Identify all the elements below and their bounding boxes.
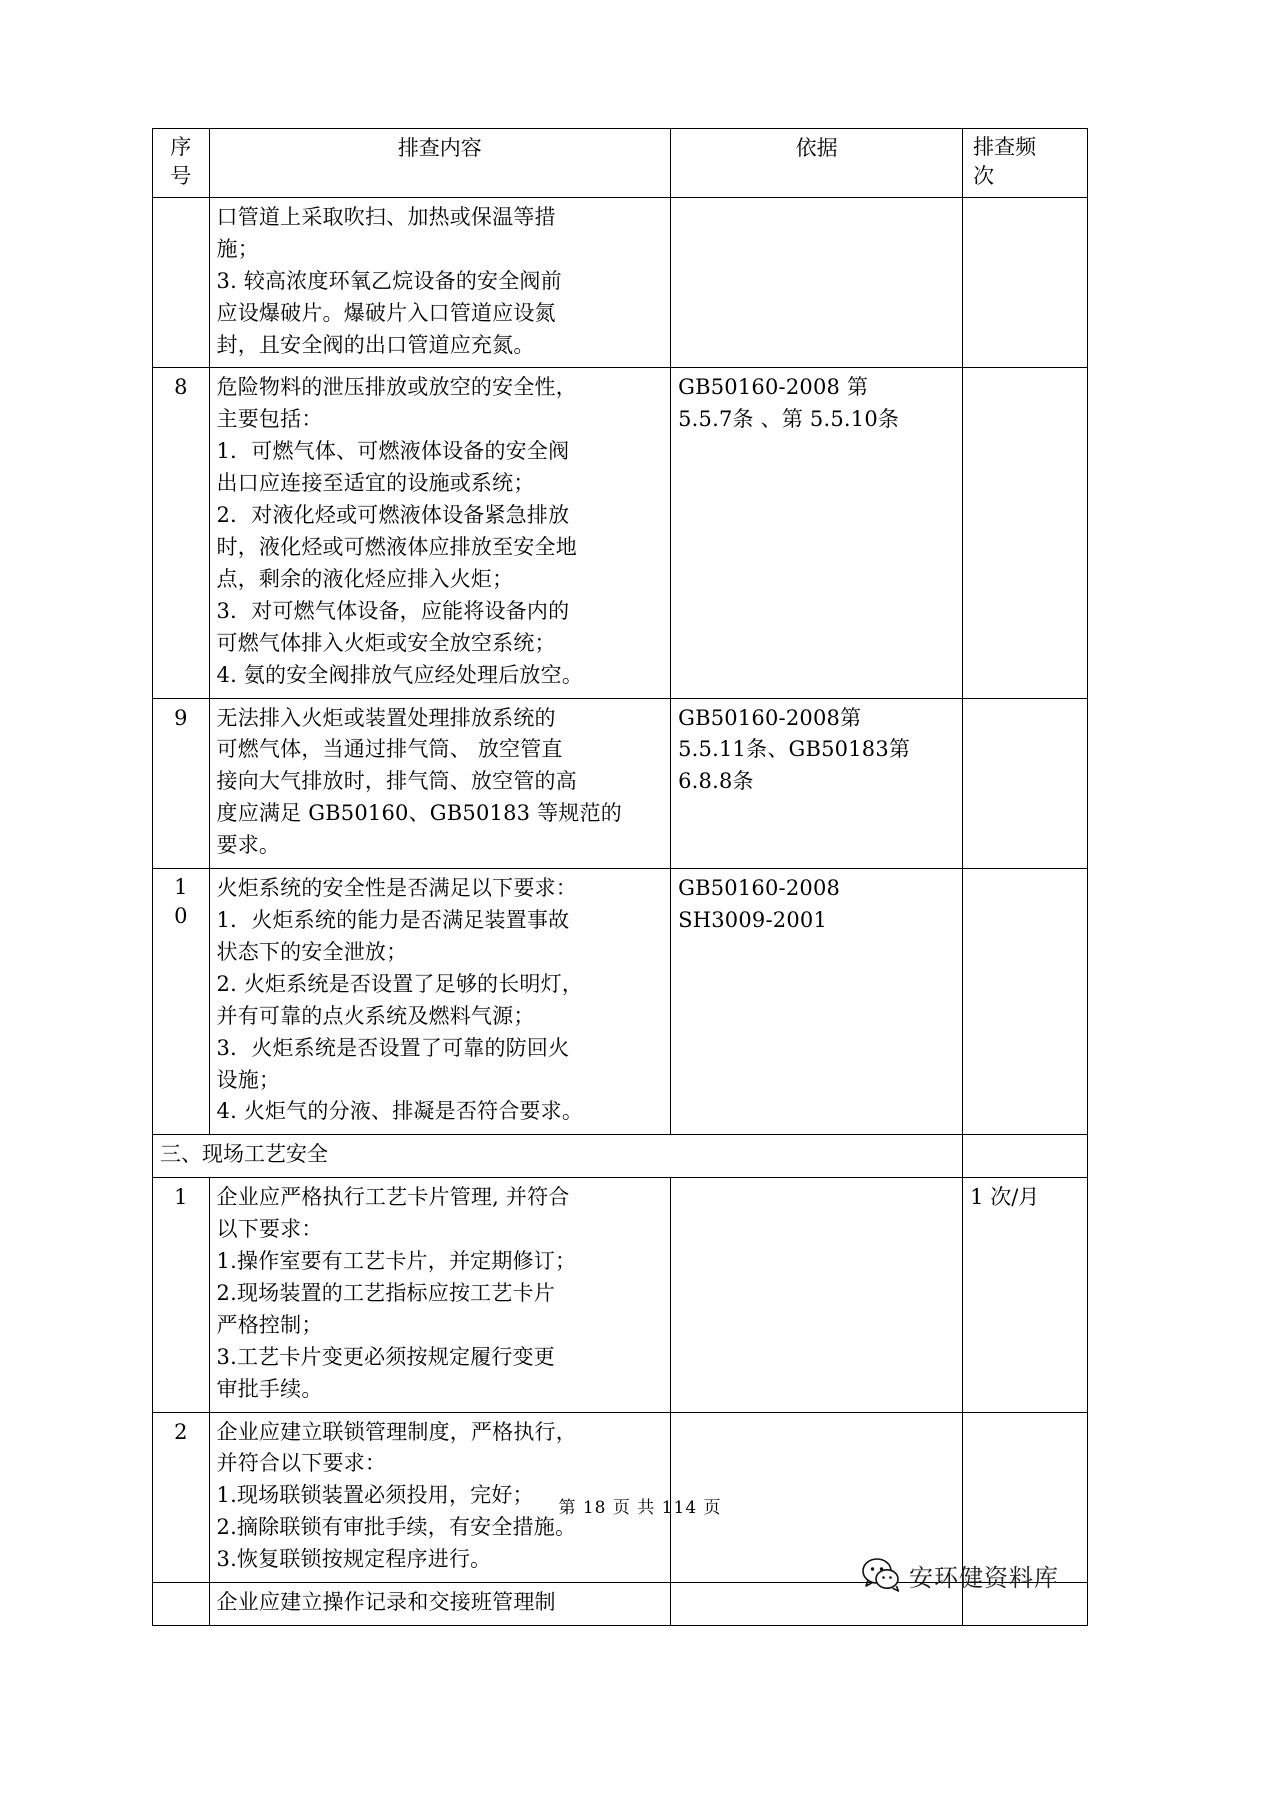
inspection-table <box>152 128 1088 1626</box>
row-content: 企业应建立操作记录和交接班管理制 <box>209 1583 671 1626</box>
table-row <box>153 869 1088 1135</box>
row-basis: GB50160-2008 第 5.5.7条 、第 5.5.10条 <box>671 368 963 698</box>
row-index <box>153 197 210 368</box>
table-row <box>153 197 1088 368</box>
row-basis: GB50160-2008第 5.5.11条、GB50183第 6.8.8条 <box>671 698 963 869</box>
section-frequency <box>963 1135 1088 1178</box>
row-content: 企业应建立联锁管理制度，严格执行， 并符合以下要求： 1.现场联锁装置必须投用，完好； 2.摘除联锁有审批手续，有安全措施。 3.恢复联锁按规定程序进行。 <box>209 1412 671 1583</box>
row-frequency <box>963 698 1088 869</box>
section-heading: 三、现场工艺安全 <box>153 1135 963 1178</box>
row-content: 危险物料的泄压排放或放空的安全性， 主要包括： 1．可燃气体、可燃液体设备的安全阀 出口应连接至适宜的设施或系统； 2．对液化烃或可燃液体设备紧急排放 时，液化烃或可燃液体应排放至安全地 点，剩余的液化烃应排入火炬； 3．对可燃气体设备，应能将设备内的 可燃气体排入火炬或安全放空系统； 4. 氨的安全阀排放气应经处理后放空。 <box>209 368 671 698</box>
section-heading-row <box>153 1135 1088 1178</box>
watermark <box>862 1552 1162 1598</box>
table-row <box>153 1178 1088 1412</box>
row-frequency <box>963 869 1088 1135</box>
table-row <box>153 698 1088 869</box>
row-index: 1 <box>153 1178 210 1412</box>
row-content: 口管道上采取吹扫、加热或保温等措 施； 3. 较高浓度环氧乙烷设备的安全阀前 应设爆破片。爆破片入口管道应设氮 封，且安全阀的出口管道应充氮。 <box>209 197 671 368</box>
row-index: 1 0 <box>153 869 210 1135</box>
header-basis: 依据 <box>671 129 963 198</box>
row-index: 8 <box>153 368 210 698</box>
table-header-row <box>153 129 1088 198</box>
wechat-icon <box>862 1556 900 1594</box>
header-frequency: 排查频 次 <box>963 129 1088 198</box>
row-content: 火炬系统的安全性是否满足以下要求： 1．火炬系统的能力是否满足装置事故 状态下的安全泄放； 2. 火炬系统是否设置了足够的长明灯， 并有可靠的点火系统及燃料气源； 3．火炬系统是否设置了可靠的防回火 设施； 4. 火炬气的分液、排凝是否符合要求。 <box>209 869 671 1135</box>
table-row <box>153 368 1088 698</box>
watermark-label: 安环健资料库 <box>909 1563 1059 1592</box>
row-content: 企业应严格执行工艺卡片管理, 并符合 以下要求： 1.操作室要有工艺卡片，并定期修订； 2.现场装置的工艺指标应按工艺卡片 严格控制； 3.工艺卡片变更必须按规定履行变更 审批手续。 <box>209 1178 671 1412</box>
row-basis <box>671 197 963 368</box>
row-index: 2 <box>153 1412 210 1583</box>
row-index: 9 <box>153 698 210 869</box>
row-basis <box>671 1178 963 1412</box>
header-index: 序 号 <box>153 129 210 198</box>
row-index <box>153 1583 210 1626</box>
row-frequency <box>963 197 1088 368</box>
row-content: 无法排入火炬或装置处理排放系统的 可燃气体，当通过排气筒、 放空管直 接向大气排放时，排气筒、放空管的高 度应满足 GB50160、GB50183 等规范的 要求。 <box>209 698 671 869</box>
row-frequency <box>963 368 1088 698</box>
header-content: 排查内容 <box>209 129 671 198</box>
row-basis: GB50160-2008 SH3009-2001 <box>671 869 963 1135</box>
row-frequency: 1 次/月 <box>963 1178 1088 1412</box>
page-footer: 第 18 页 共 114 页 <box>558 1498 722 1518</box>
